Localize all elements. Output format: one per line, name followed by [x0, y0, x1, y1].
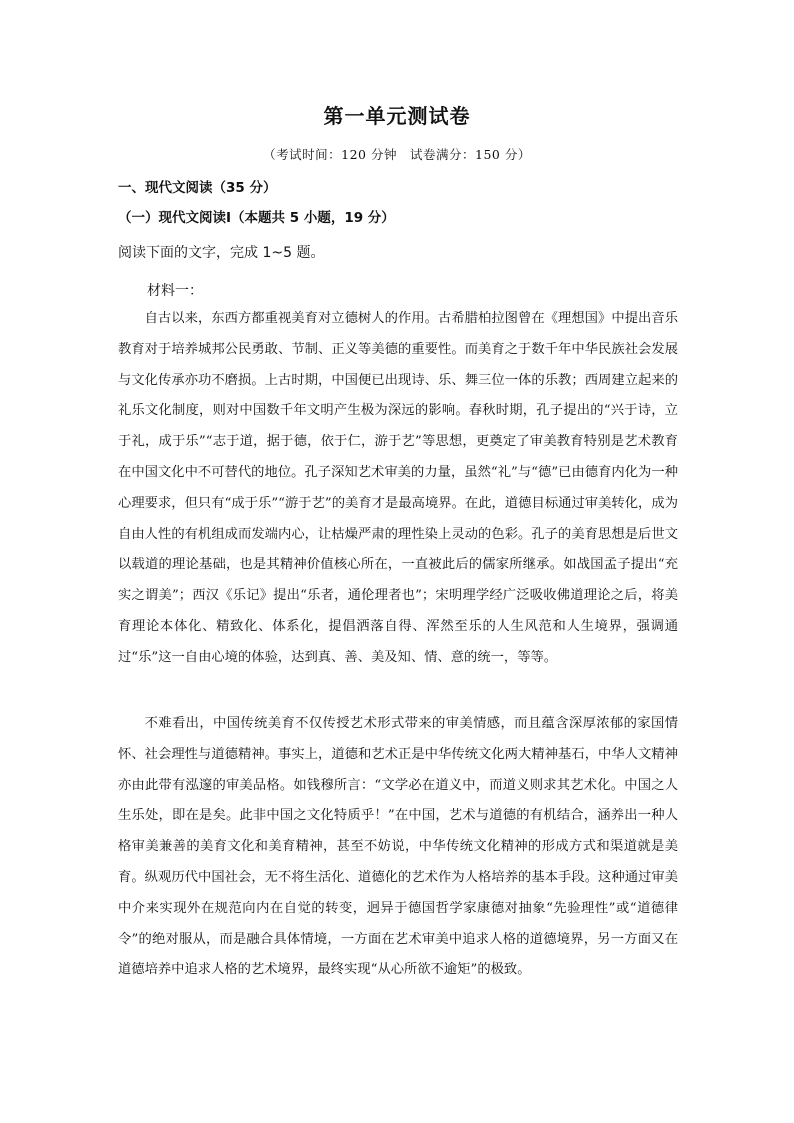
- material-label: 材料一：: [147, 283, 203, 299]
- paragraph-1: 自古以来，东西方都重视美育对立德树人的作用。古希腊柏拉图曾在《理想国》中提出音乐教育对于培养城邦公民勇敢、节制、正义等美德的重要性。而美育之于数千年中华民族社会发展与文化传承亦功不磨损。上古时期，中国便已出现诗、乐、舞三位一体的乐教；西周建立起来的礼乐文化制度，则对中国数千年文明产生极为深远的影响。春秋时期，孔子提出的“兴于诗，立于礼，成于乐”“志于道，据于德，依于仁，游于艺”等思想，更奠定了审美教育特别是艺术教育在中国文化中不可替代的地位。孔子深知艺术审美的力量，虽然“礼”与“德”已由德育内化为一种心理要求，但只有“成于乐”“游于艺”的美育才是最高境界。在此，道德目标通过审美转化，成为自由人性的有机组成而发端内心，让枯燥严肃的理性染上灵动的色彩。孔子的美育思想是后世文以载道的理论基础，也是其精神价值核心所在，一直被此后的儒家所继承。如战国孟子提出“充实之谓美”；西汉《乐记》提出“乐者，通伦理者也”；宋明理学经广泛吸收佛道理论之后，将美育理论本体化、精致化、体系化，提倡洒落自得、浑然至乐的人生风范和人生境界，强调通过“乐”这一自由心境的体验，达到真、善、美及知、情、意的统一，等等。: [118, 311, 678, 665]
- page-title: 第一单元测试卷: [323, 104, 471, 128]
- subsection-heading: （一）现代文阅读Ⅰ（本题共 5 小题，19 分）: [118, 210, 395, 226]
- exam-info: （考试时间：120 分钟 试卷满分：150 分）: [263, 147, 531, 162]
- section-heading: 一、现代文阅读（35 分）: [118, 180, 277, 196]
- paragraph-2: 不难看出，中国传统美育不仅传授艺术形式带来的审美情感，而且蕴含深厚浓郁的家国情怀、社会理性与道德精神。事实上，道德和艺术正是中华传统文化两大精神基石，中华人文精神亦由此带有泓邃的审美品格。如钱穆所言：“文学必在道义中，而道义则求其艺术化。中国之人生乐处，即在是矣。此非中国之文化特质乎！”在中国，艺术与道德的有机结合，涵养出一种人格审美兼善的美育文化和美育精神，甚至不妨说，中华传统文化精神的形成方式和渠道就是美育。纵观历代中国社会，无不将生活化、道德化的艺术作为人格培养的基本手段。这种通过审美中介来实现外在规范向内在自觉的转变，迥异于德国哲学家康德对抽象“先验理性”或“道德律令”的绝对服从，而是融合具体情境，一方面在艺术审美中追求人格的道德境界，另一方面又在道德培养中追求人格的艺术境界，最终实现“从心所欲不逾矩”的极致。: [118, 716, 678, 978]
- reading-instruction: 阅读下面的文字，完成 1~5 题。: [118, 245, 325, 261]
